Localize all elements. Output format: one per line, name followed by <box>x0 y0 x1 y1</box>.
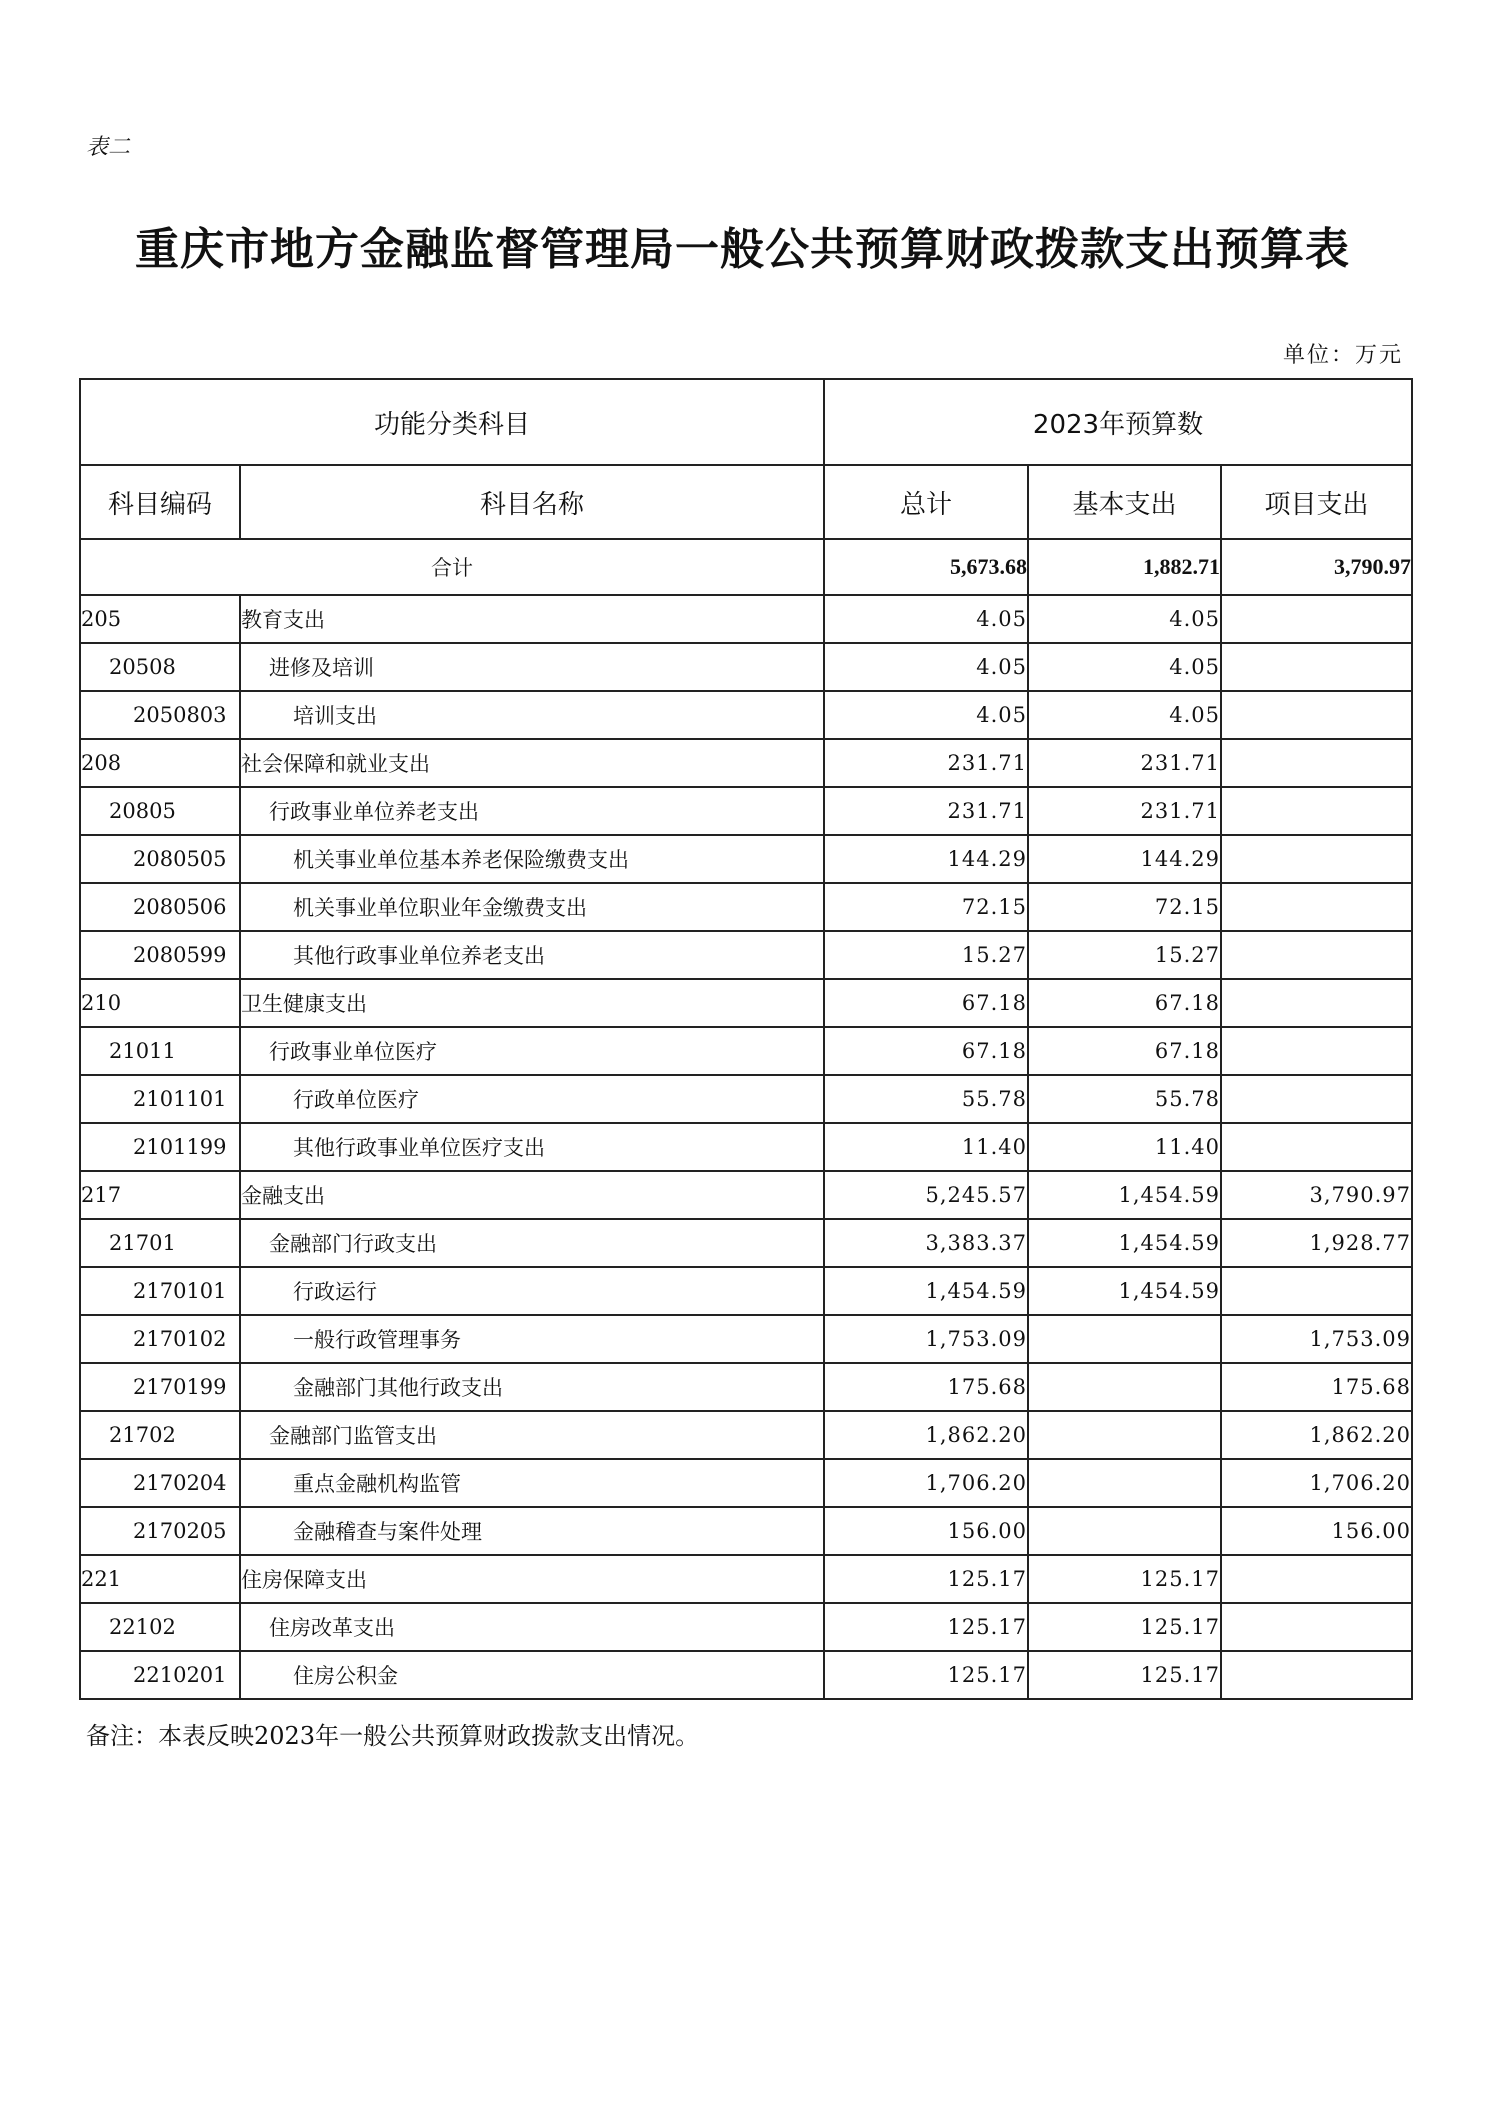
cell-basic: 144.29 <box>1028 835 1221 883</box>
cell-project: 1,706.20 <box>1221 1459 1412 1507</box>
table-row <box>80 979 1412 1027</box>
table-row <box>80 1123 1412 1171</box>
cell-code: 205 <box>80 595 240 643</box>
cell-basic: 1,454.59 <box>1028 1267 1221 1315</box>
cell-basic <box>1028 1459 1221 1507</box>
cell-code: 21701 <box>80 1219 240 1267</box>
cell-code: 2170101 <box>80 1267 240 1315</box>
cell-basic <box>1028 1315 1221 1363</box>
cell-name: 金融部门监管支出 <box>240 1411 824 1459</box>
total-total: 5,673.68 <box>824 539 1028 595</box>
table-row <box>80 1315 1412 1363</box>
page-title: 重庆市地方金融监督管理局一般公共预算财政拨款支出预算表 <box>135 224 1350 275</box>
cell-basic <box>1028 1507 1221 1555</box>
cell-project <box>1221 1027 1412 1075</box>
cell-name: 其他行政事业单位医疗支出 <box>240 1123 824 1171</box>
cell-total: 144.29 <box>824 835 1028 883</box>
cell-project <box>1221 883 1412 931</box>
cell-code: 208 <box>80 739 240 787</box>
cell-name: 一般行政管理事务 <box>240 1315 824 1363</box>
cell-project: 1,862.20 <box>1221 1411 1412 1459</box>
cell-name: 金融部门其他行政支出 <box>240 1363 824 1411</box>
cell-total: 1,753.09 <box>824 1315 1028 1363</box>
cell-project <box>1221 643 1412 691</box>
table-row <box>80 1507 1412 1555</box>
cell-code: 2210201 <box>80 1651 240 1699</box>
total-project: 3,790.97 <box>1221 539 1412 595</box>
cell-project <box>1221 1123 1412 1171</box>
cell-name: 其他行政事业单位养老支出 <box>240 931 824 979</box>
table-row <box>80 835 1412 883</box>
cell-basic: 231.71 <box>1028 739 1221 787</box>
cell-project <box>1221 739 1412 787</box>
cell-project <box>1221 931 1412 979</box>
cell-total: 231.71 <box>824 739 1028 787</box>
cell-project <box>1221 691 1412 739</box>
cell-name: 培训支出 <box>240 691 824 739</box>
cell-project <box>1221 1603 1412 1651</box>
table-row <box>80 1171 1412 1219</box>
table-row <box>80 931 1412 979</box>
cell-code: 20508 <box>80 643 240 691</box>
cell-code: 2170204 <box>80 1459 240 1507</box>
cell-project <box>1221 1267 1412 1315</box>
total-basic: 1,882.71 <box>1028 539 1221 595</box>
cell-total: 231.71 <box>824 787 1028 835</box>
table-row <box>80 1027 1412 1075</box>
cell-total: 5,245.57 <box>824 1171 1028 1219</box>
cell-name: 行政单位医疗 <box>240 1075 824 1123</box>
table-row <box>80 1363 1412 1411</box>
cell-code: 2080506 <box>80 883 240 931</box>
cell-basic: 1,454.59 <box>1028 1171 1221 1219</box>
cell-name: 行政事业单位医疗 <box>240 1027 824 1075</box>
cell-total: 67.18 <box>824 1027 1028 1075</box>
cell-name: 行政事业单位养老支出 <box>240 787 824 835</box>
cell-code: 2101199 <box>80 1123 240 1171</box>
cell-name: 金融部门行政支出 <box>240 1219 824 1267</box>
cell-total: 4.05 <box>824 691 1028 739</box>
unit-label: 单位：万元 <box>1282 343 1403 368</box>
cell-name: 机关事业单位基本养老保险缴费支出 <box>240 835 824 883</box>
cell-project: 175.68 <box>1221 1363 1412 1411</box>
cell-name: 机关事业单位职业年金缴费支出 <box>240 883 824 931</box>
table-row <box>80 1267 1412 1315</box>
cell-code: 2170199 <box>80 1363 240 1411</box>
cell-total: 3,383.37 <box>824 1219 1028 1267</box>
cell-basic: 4.05 <box>1028 691 1221 739</box>
footnote: 备注：本表反映2023年一般公共预算财政拨款支出情况。 <box>86 1722 700 1750</box>
cell-name: 金融稽查与案件处理 <box>240 1507 824 1555</box>
header-code: 科目编码 <box>80 465 240 539</box>
table-row <box>80 1651 1412 1699</box>
header-project: 项目支出 <box>1221 465 1412 539</box>
total-label: 合计 <box>80 539 824 595</box>
table-row <box>80 1555 1412 1603</box>
cell-project <box>1221 595 1412 643</box>
cell-project: 156.00 <box>1221 1507 1412 1555</box>
table-row <box>80 883 1412 931</box>
cell-total: 67.18 <box>824 979 1028 1027</box>
header-basic: 基本支出 <box>1028 465 1221 539</box>
cell-total: 125.17 <box>824 1651 1028 1699</box>
cell-project <box>1221 787 1412 835</box>
cell-name: 重点金融机构监管 <box>240 1459 824 1507</box>
cell-code: 217 <box>80 1171 240 1219</box>
cell-name: 进修及培训 <box>240 643 824 691</box>
table-row <box>80 643 1412 691</box>
cell-basic: 11.40 <box>1028 1123 1221 1171</box>
table-row <box>80 739 1412 787</box>
cell-basic <box>1028 1363 1221 1411</box>
cell-basic: 4.05 <box>1028 595 1221 643</box>
cell-total: 55.78 <box>824 1075 1028 1123</box>
cell-code: 2080599 <box>80 931 240 979</box>
header-function-classification: 功能分类科目 <box>80 379 824 465</box>
cell-project: 3,790.97 <box>1221 1171 1412 1219</box>
cell-basic: 72.15 <box>1028 883 1221 931</box>
cell-code: 2170205 <box>80 1507 240 1555</box>
cell-total: 1,454.59 <box>824 1267 1028 1315</box>
table-row <box>80 1459 1412 1507</box>
cell-basic: 1,454.59 <box>1028 1219 1221 1267</box>
cell-total: 1,706.20 <box>824 1459 1028 1507</box>
cell-code: 221 <box>80 1555 240 1603</box>
cell-name: 住房保障支出 <box>240 1555 824 1603</box>
cell-basic: 231.71 <box>1028 787 1221 835</box>
cell-code: 20805 <box>80 787 240 835</box>
cell-basic: 125.17 <box>1028 1603 1221 1651</box>
cell-basic: 125.17 <box>1028 1555 1221 1603</box>
table-row <box>80 787 1412 835</box>
cell-total: 72.15 <box>824 883 1028 931</box>
header-total: 总计 <box>824 465 1028 539</box>
cell-basic: 15.27 <box>1028 931 1221 979</box>
cell-code: 210 <box>80 979 240 1027</box>
header-name: 科目名称 <box>240 465 824 539</box>
table-row <box>80 595 1412 643</box>
cell-total: 125.17 <box>824 1603 1028 1651</box>
table-label: 表二 <box>86 135 131 160</box>
cell-total: 1,862.20 <box>824 1411 1028 1459</box>
cell-project <box>1221 1555 1412 1603</box>
header-budget-2023: 2023年预算数 <box>824 379 1412 465</box>
cell-name: 教育支出 <box>240 595 824 643</box>
cell-project <box>1221 1075 1412 1123</box>
cell-basic: 55.78 <box>1028 1075 1221 1123</box>
table-row <box>80 1411 1412 1459</box>
table-row <box>80 1219 1412 1267</box>
cell-basic: 67.18 <box>1028 1027 1221 1075</box>
cell-code: 2080505 <box>80 835 240 883</box>
cell-total: 4.05 <box>824 643 1028 691</box>
cell-name: 卫生健康支出 <box>240 979 824 1027</box>
cell-project: 1,753.09 <box>1221 1315 1412 1363</box>
cell-code: 22102 <box>80 1603 240 1651</box>
table-row <box>80 691 1412 739</box>
cell-basic: 4.05 <box>1028 643 1221 691</box>
cell-code: 2050803 <box>80 691 240 739</box>
cell-code: 2170102 <box>80 1315 240 1363</box>
cell-name: 住房改革支出 <box>240 1603 824 1651</box>
cell-basic: 67.18 <box>1028 979 1221 1027</box>
cell-code: 21011 <box>80 1027 240 1075</box>
cell-name: 行政运行 <box>240 1267 824 1315</box>
cell-project <box>1221 1651 1412 1699</box>
cell-name: 社会保障和就业支出 <box>240 739 824 787</box>
cell-total: 4.05 <box>824 595 1028 643</box>
table-row <box>80 1603 1412 1651</box>
cell-total: 11.40 <box>824 1123 1028 1171</box>
cell-code: 21702 <box>80 1411 240 1459</box>
cell-project: 1,928.77 <box>1221 1219 1412 1267</box>
cell-project <box>1221 835 1412 883</box>
budget-table <box>79 378 1413 1700</box>
cell-total: 156.00 <box>824 1507 1028 1555</box>
total-row <box>80 539 1412 595</box>
cell-name: 住房公积金 <box>240 1651 824 1699</box>
cell-basic <box>1028 1411 1221 1459</box>
table-row <box>80 1075 1412 1123</box>
cell-name: 金融支出 <box>240 1171 824 1219</box>
cell-total: 175.68 <box>824 1363 1028 1411</box>
cell-code: 2101101 <box>80 1075 240 1123</box>
cell-total: 125.17 <box>824 1555 1028 1603</box>
cell-basic: 125.17 <box>1028 1651 1221 1699</box>
cell-project <box>1221 979 1412 1027</box>
cell-total: 15.27 <box>824 931 1028 979</box>
